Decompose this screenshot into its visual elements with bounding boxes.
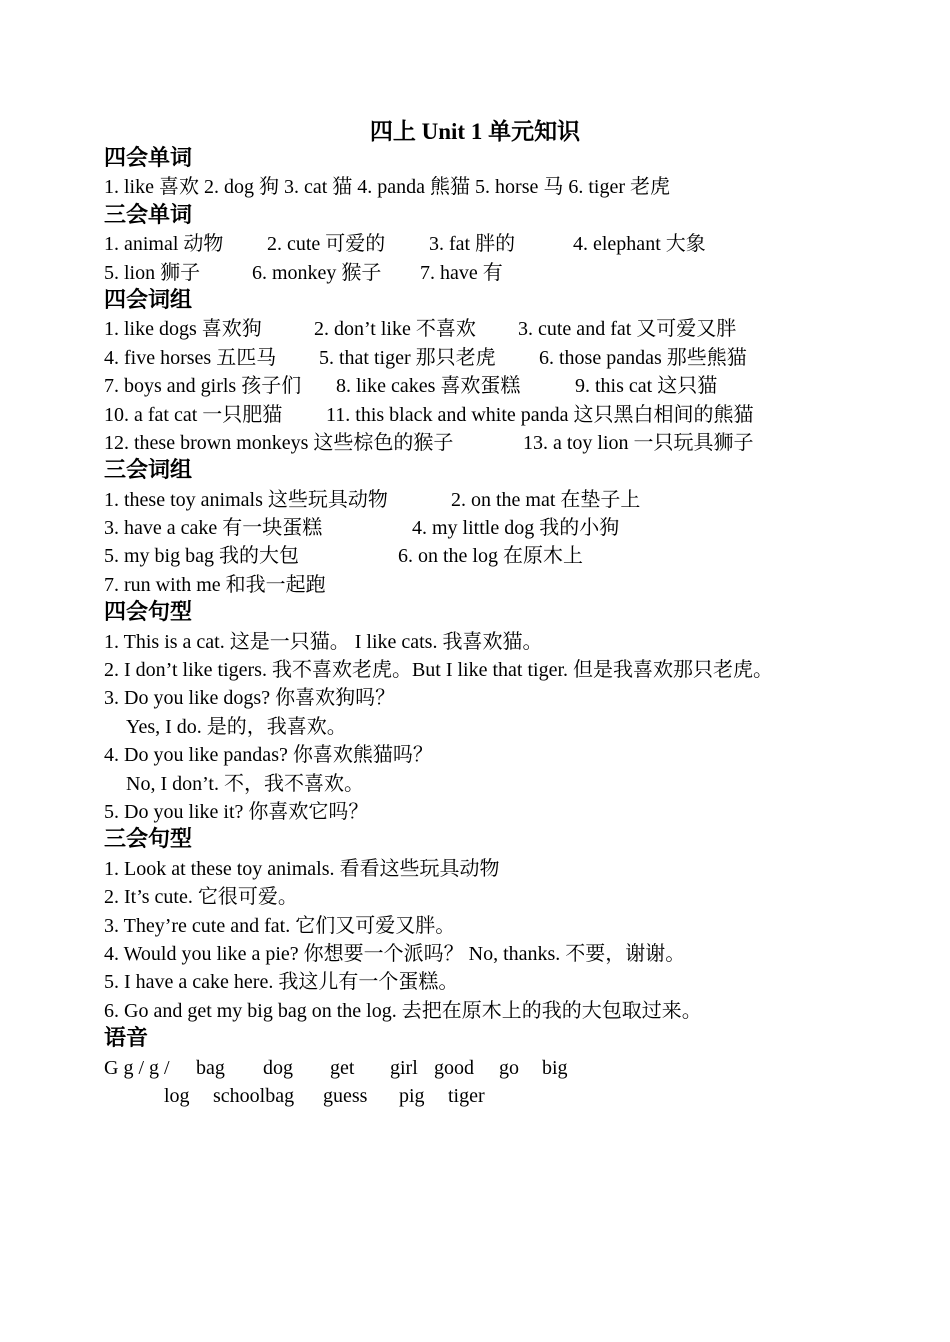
text-line: 2. I don’t like tigers. 我不喜欢老虎。But I like that tiger. 但是我喜欢那只老虎。 [104, 659, 774, 682]
vocab-item: 4. elephant 大象 [573, 233, 706, 256]
phrase-item: 3. have a cake 有一块蛋糕 [104, 517, 323, 540]
document-body [104, 145, 884, 1110]
phrase-item: 1. these toy animals 这些玩具动物 [104, 488, 388, 511]
section-heading-four-skill-sentences: 四会句型 [104, 600, 193, 626]
text-line [104, 259, 884, 287]
text-line [104, 344, 884, 372]
text-line: 4. Would you like a pie? 你想要一个派吗？ No, thanks. 不要，谢谢。 [104, 942, 686, 965]
text-line: 1. This is a cat. 这是一只猫。 I like cats. 我喜欢猫。 [104, 630, 543, 653]
section-heading-three-skill-phrases: 三会词组 [104, 458, 193, 484]
phrase-item: 6. on the log 在原木上 [398, 545, 583, 568]
phrase-item: 10. a fat cat 一只肥猫 [104, 403, 283, 426]
text-line [104, 429, 884, 457]
phrase-item: 4. my little dog 我的小狗 [412, 517, 620, 540]
phonics-word: dog [263, 1056, 293, 1079]
phonics-word: good [434, 1056, 474, 1079]
phrase-item: 5. my big bag 我的大包 [104, 545, 299, 568]
phrase-item: 1. like dogs 喜欢狗 [104, 318, 262, 341]
phonics-label: G g / g / [104, 1056, 170, 1079]
text-line [104, 542, 884, 570]
phrase-item: 11. this black and white panda 这只黑白相间的熊猫 [326, 403, 754, 426]
phonics-line [104, 1082, 884, 1110]
vocab-item: 1. animal 动物 [104, 233, 224, 256]
section-heading-phonics: 语音 [104, 1026, 149, 1052]
phrase-item: 8. like cakes 喜欢蛋糕 [336, 375, 521, 398]
vocab-item: 7. have 有 [420, 261, 503, 284]
phonics-line [104, 1054, 884, 1082]
vocab-item: 5. lion 狮子 [104, 261, 201, 284]
vocab-item: 3. fat 胖的 [429, 233, 516, 256]
text-line: 6. Go and get my big bag on the log. 去把在原木上的我的大包取过来。 [104, 999, 702, 1022]
section-heading-four-skill-phrases: 四会词组 [104, 287, 193, 313]
text-line: 5. I have a cake here. 我这儿有一个蛋糕。 [104, 971, 459, 994]
phonics-word: log [164, 1084, 190, 1107]
phonics-word: schoolbag [213, 1084, 295, 1107]
text-line [104, 372, 884, 400]
phonics-word: girl [390, 1056, 418, 1079]
text-line [104, 315, 884, 343]
section-heading-four-skill-words: 四会单词 [104, 146, 193, 171]
phrase-item: 13. a toy lion 一只玩具狮子 [523, 431, 754, 454]
text-line [104, 486, 884, 514]
vocab-item: 2. cute 可爱的 [267, 233, 386, 256]
phrase-item: 12. these brown monkeys 这些棕色的猴子 [104, 431, 454, 454]
phonics-word: get [330, 1056, 355, 1079]
text-line [104, 571, 884, 599]
phonics-word: guess [323, 1084, 368, 1107]
phrase-item: 9. this cat 这只猫 [575, 375, 718, 398]
phonics-word: big [542, 1056, 568, 1079]
phrase-item: 3. cute and fat 又可爱又胖 [518, 318, 737, 341]
phrase-item: 4. five horses 五匹马 [104, 346, 277, 369]
phonics-word: go [499, 1056, 519, 1079]
text-line: 3. Do you like dogs? 你喜欢狗吗？ [104, 687, 396, 710]
text-line: 1. Look at these toy animals. 看看这些玩具动物 [104, 857, 500, 880]
text-line: No, I don’t. 不，我不喜欢。 [126, 772, 364, 795]
text-line: Yes, I do. 是的，我喜欢。 [126, 715, 347, 738]
phrase-item: 5. that tiger 那只老虎 [319, 346, 496, 369]
text-line [104, 401, 884, 429]
phrase-item: 7. boys and girls 孩子们 [104, 375, 302, 398]
text-line: 3. They’re cute and fat. 它们又可爱又胖。 [104, 914, 456, 937]
text-line: 2. It’s cute. 它很可爱。 [104, 886, 298, 909]
phonics-word: bag [196, 1056, 225, 1079]
phrase-item: 2. don’t like 不喜欢 [314, 318, 476, 341]
phrase-item: 2. on the mat 在垫子上 [451, 488, 641, 511]
text-line: 1. like 喜欢 2. dog 狗 3. cat 猫 4. panda 熊猫 5. horse 马 6. tiger 老虎 [104, 176, 671, 199]
phonics-word: pig [399, 1084, 425, 1107]
text-line [104, 514, 884, 542]
vocab-item: 6. monkey 猴子 [252, 261, 382, 284]
text-line: 5. Do you like it? 你喜欢它吗？ [104, 800, 369, 823]
section-heading-three-skill-words: 三会单词 [104, 202, 193, 228]
phrase-item: 7. run with me 和我一起跑 [104, 573, 326, 596]
phrase-item: 6. those pandas 那些熊猫 [539, 346, 747, 369]
phonics-word: tiger [448, 1084, 485, 1107]
document-title: 四上 Unit 1 单元知识 [369, 119, 581, 144]
text-line: 4. Do you like pandas? 你喜欢熊猫吗？ [104, 744, 433, 767]
text-line [104, 230, 884, 258]
section-heading-three-skill-sentences: 三会句型 [104, 827, 193, 853]
